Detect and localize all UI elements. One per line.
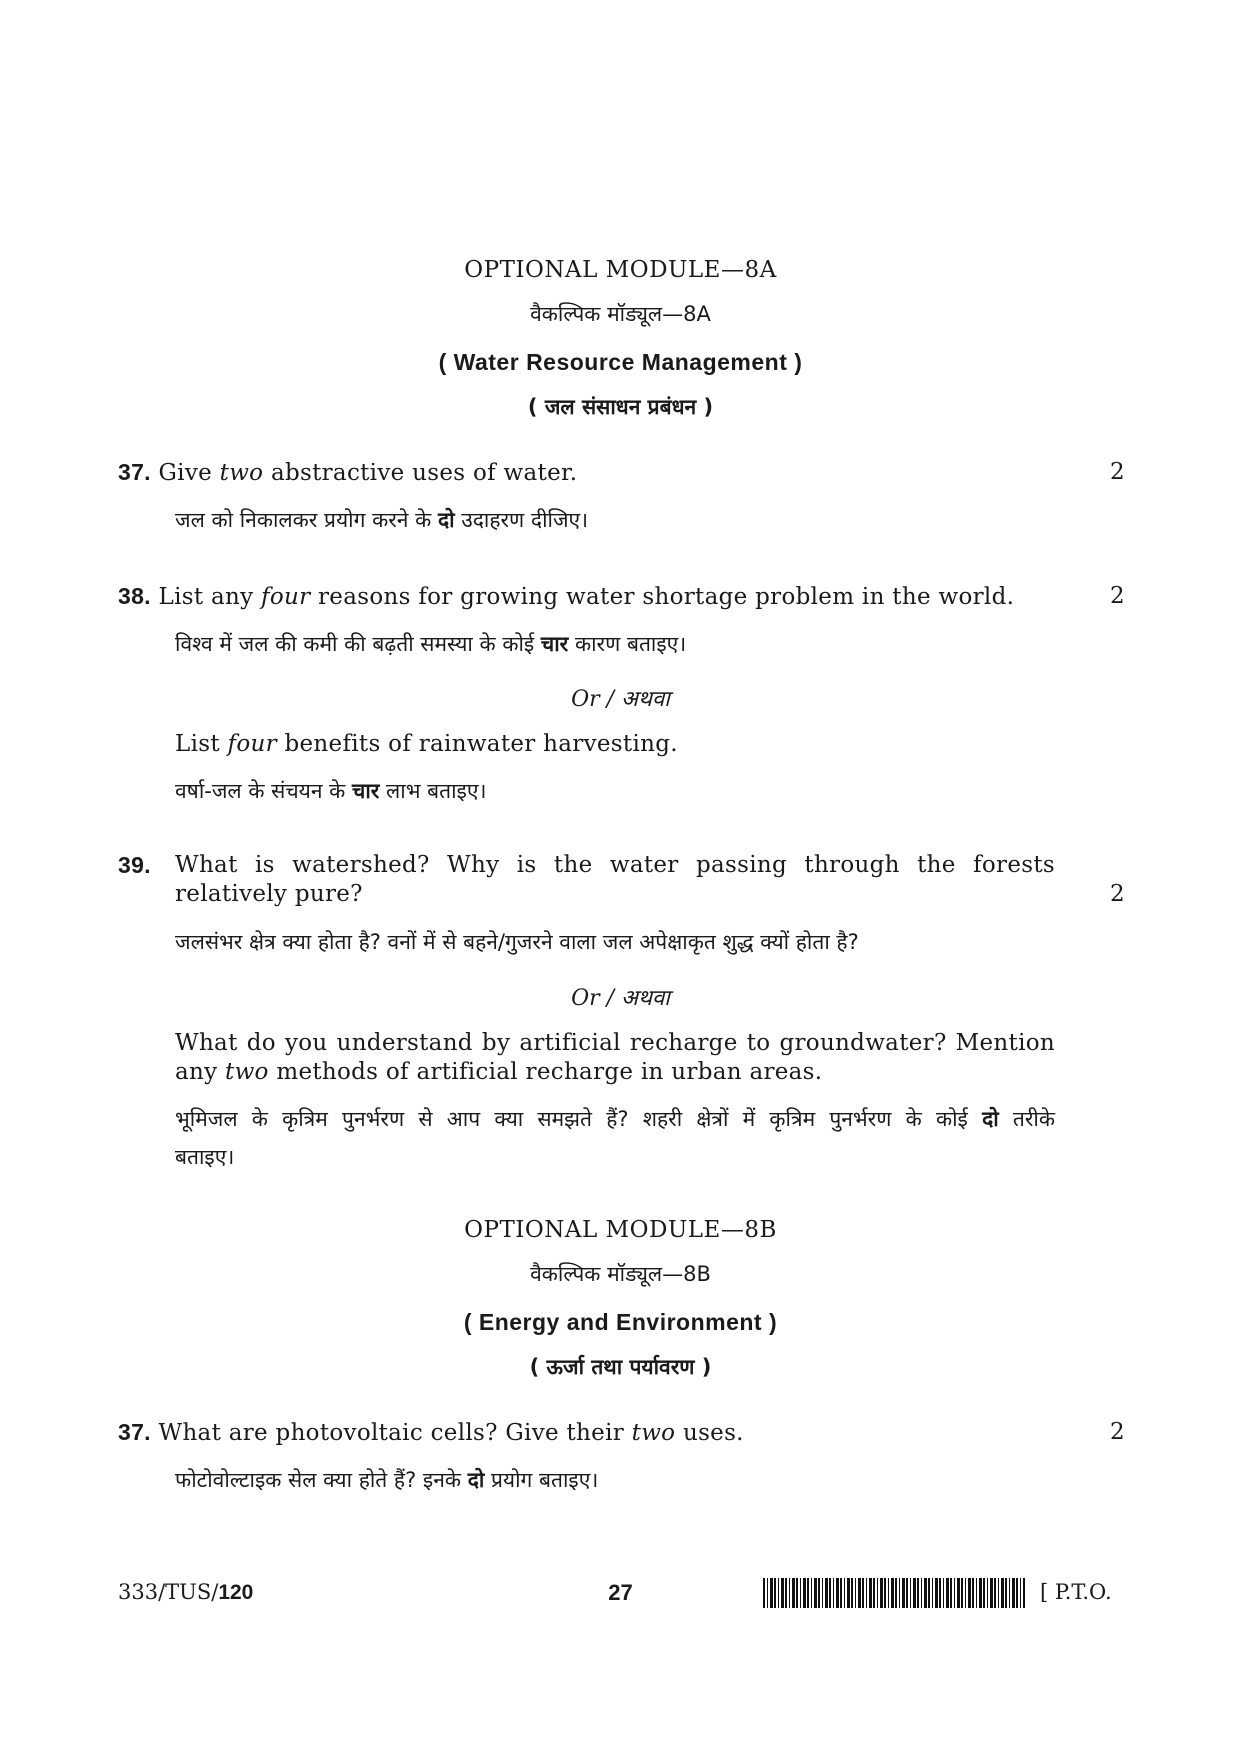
question-number: 37. <box>118 1419 151 1445</box>
question-37-8a-hindi <box>175 506 588 534</box>
module-8a-title-hindi: वैकल्पिक मॉड्यूल—8A <box>530 302 711 326</box>
page-number: 27 <box>608 1580 633 1605</box>
module-8a-subject-hindi: ( जल संसाधन प्रबंधन ) <box>527 395 714 419</box>
question-37-8a <box>118 459 577 486</box>
hindi-text: भूमिजल के कृत्रिम पुनर्भरण से आप क्या समझते हैं? शहरी क्षेत्रों में कृत्रिम पुनर्भरण के कोई <box>175 1107 983 1131</box>
hindi-text: प्रयोग बताइए। <box>484 1468 599 1492</box>
paper-code-number: 120 <box>218 1581 254 1604</box>
hindi-bold: चार <box>540 632 569 656</box>
question-37-8b-hindi <box>175 1466 598 1494</box>
question-39-8a-alternative-line1: What do you understand by artificial recharge to groundwater? Mention <box>175 1030 1055 1056</box>
hindi-text: तरीके <box>998 1107 1055 1131</box>
hindi-bold: दो <box>437 508 455 532</box>
question-text: What are photovoltaic cells? Give their <box>158 1420 632 1446</box>
question-text: Give <box>158 460 220 486</box>
marks: 2 <box>1110 881 1125 907</box>
question-38-8a-hindi <box>175 630 686 658</box>
question-39-8a-alternative-hindi-line2: बताइए। <box>175 1145 235 1169</box>
barcode <box>763 1578 1025 1608</box>
question-text: List any <box>158 584 262 610</box>
question-39-8a-line1: What is watershed? Why is the water passing through the forests <box>175 852 1055 878</box>
question-38-8a-alternative-hindi <box>175 777 486 805</box>
hindi-text: उदाहरण दीजिए। <box>454 508 589 532</box>
question-text: any <box>175 1059 226 1085</box>
question-text: abstractive uses of water. <box>263 460 578 486</box>
module-8a-title: OPTIONAL MODULE—8A <box>464 257 777 283</box>
hindi-text: विश्व में जल की कमी की बढ़ती समस्या के कोई <box>175 632 541 656</box>
module-8b-subject-hindi: ( ऊर्जा तथा पर्यावरण ) <box>529 1355 712 1379</box>
question-37-8b <box>118 1419 744 1446</box>
question-39-8a-line2: relatively pure? <box>175 881 363 907</box>
question-39-8a-alternative-line2 <box>175 1059 822 1085</box>
paper-code-prefix: 333/TUS/ <box>118 1580 219 1604</box>
hindi-text: लाभ बताइए। <box>379 779 487 803</box>
module-8b-title-hindi: वैकल्पिक मॉड्यूल—8B <box>530 1262 711 1286</box>
module-8a-subject: ( Water Resource Management ) <box>438 349 803 375</box>
question-number: 39. <box>118 852 151 878</box>
hindi-bold: चार <box>351 779 380 803</box>
question-emphasis: four <box>227 731 277 757</box>
or-separator: Or / अथवा <box>571 986 670 1011</box>
hindi-bold: दो <box>982 1107 999 1131</box>
question-38-8a <box>118 583 1014 610</box>
hindi-text: फोटोवोल्टाइक सेल क्या होते हैं? इनके <box>175 1468 468 1492</box>
marks: 2 <box>1110 583 1125 609</box>
question-text: uses. <box>675 1420 744 1446</box>
hindi-text: कारण बताइए। <box>568 632 687 656</box>
module-8b-title: OPTIONAL MODULE—8B <box>464 1217 777 1243</box>
hindi-text: जल को निकालकर प्रयोग करने के <box>175 508 438 532</box>
hindi-text: वर्षा-जल के संचयन के <box>175 779 352 803</box>
question-38-8a-alternative <box>175 731 678 757</box>
question-text: List <box>175 731 228 757</box>
module-8b-subject: ( Energy and Environment ) <box>463 1309 778 1335</box>
question-number: 38. <box>118 583 151 609</box>
hindi-bold: दो <box>467 1468 485 1492</box>
question-emphasis: two <box>219 460 264 486</box>
question-text: benefits of rainwater harvesting. <box>276 731 678 757</box>
question-39-8a-hindi: जलसंभर क्षेत्र क्या होता है? वनों में से बहने/गुजरने वाला जल अपेक्षाकृत शुद्ध क्यों होता है? <box>175 930 859 954</box>
question-emphasis: four <box>261 584 311 610</box>
question-emphasis: two <box>631 1420 676 1446</box>
pto-label: [ P.T.O. <box>1040 1580 1112 1604</box>
marks: 2 <box>1110 459 1125 485</box>
marks: 2 <box>1110 1419 1125 1445</box>
question-text: methods of artificial recharge in urban areas. <box>268 1059 823 1085</box>
question-number: 37. <box>118 459 151 485</box>
question-number-39 <box>118 852 151 879</box>
question-text: reasons for growing water shortage problem in the world. <box>310 584 1015 610</box>
or-separator: Or / अथवा <box>571 687 670 712</box>
question-39-8a-alternative-hindi-line1 <box>175 1105 1055 1133</box>
question-emphasis: two <box>225 1059 269 1085</box>
